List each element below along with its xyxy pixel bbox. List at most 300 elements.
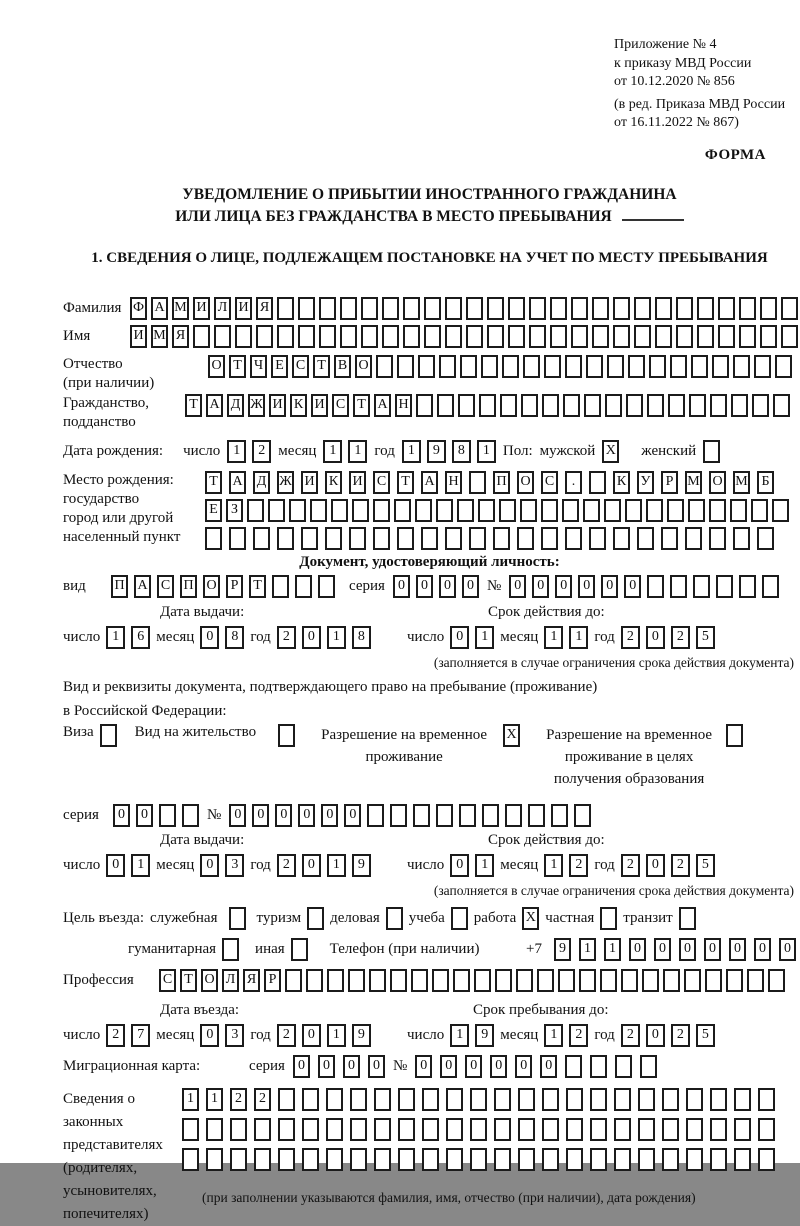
residence-valid-month[interactable]: [544, 854, 588, 877]
char-box[interactable]: [583, 499, 600, 522]
char-box[interactable]: [403, 297, 420, 320]
char-box[interactable]: М: [685, 471, 702, 494]
char-box[interactable]: [302, 1118, 319, 1141]
char-box[interactable]: [326, 1118, 343, 1141]
char-box[interactable]: [256, 325, 273, 348]
char-box[interactable]: [432, 969, 449, 992]
char-box[interactable]: [760, 297, 777, 320]
char-box[interactable]: Я: [172, 325, 189, 348]
char-box[interactable]: 1: [475, 626, 494, 649]
char-box[interactable]: И: [193, 297, 210, 320]
char-box[interactable]: [247, 499, 264, 522]
char-box[interactable]: [541, 527, 558, 550]
char-box[interactable]: 3: [225, 1024, 244, 1047]
char-box[interactable]: С: [541, 471, 558, 494]
char-box[interactable]: Е: [271, 355, 288, 378]
birth-day-input[interactable]: [227, 440, 271, 463]
char-box[interactable]: [710, 1118, 727, 1141]
char-box[interactable]: 6: [131, 626, 150, 649]
char-box[interactable]: [592, 325, 609, 348]
char-box[interactable]: [646, 499, 663, 522]
char-box[interactable]: 0: [113, 804, 130, 827]
char-box[interactable]: 2: [106, 1024, 125, 1047]
char-box[interactable]: [689, 394, 706, 417]
char-box[interactable]: Т: [397, 471, 414, 494]
char-box[interactable]: 9: [427, 440, 446, 463]
char-box[interactable]: [615, 1055, 632, 1078]
checkbox-private[interactable]: [600, 907, 617, 930]
char-box[interactable]: [159, 804, 176, 827]
char-box[interactable]: С: [159, 969, 176, 992]
char-box[interactable]: [663, 969, 680, 992]
char-box[interactable]: [445, 325, 462, 348]
char-box[interactable]: [376, 355, 393, 378]
char-box[interactable]: 9: [352, 1024, 371, 1047]
char-box[interactable]: [626, 394, 643, 417]
char-box[interactable]: [278, 1118, 295, 1141]
char-box[interactable]: [494, 1088, 511, 1111]
checkbox-humanitarian[interactable]: [222, 938, 239, 961]
residence-valid-year[interactable]: [621, 854, 715, 877]
char-box[interactable]: [772, 499, 789, 522]
char-box[interactable]: [775, 355, 792, 378]
char-box[interactable]: [686, 1148, 703, 1171]
char-box[interactable]: [523, 355, 540, 378]
char-box[interactable]: Р: [661, 471, 678, 494]
representatives-line2[interactable]: [182, 1118, 775, 1141]
char-box[interactable]: [445, 297, 462, 320]
char-box[interactable]: Т: [249, 575, 266, 598]
id-issue-year[interactable]: [277, 626, 371, 649]
checkbox-female[interactable]: [703, 440, 720, 463]
id-series-input[interactable]: [393, 575, 479, 598]
char-box[interactable]: [604, 499, 621, 522]
char-box[interactable]: 1: [477, 440, 496, 463]
char-box[interactable]: [327, 969, 344, 992]
char-box[interactable]: [614, 1118, 631, 1141]
char-box[interactable]: [710, 394, 727, 417]
char-box[interactable]: А: [134, 575, 151, 598]
char-box[interactable]: 0: [654, 938, 671, 961]
char-box[interactable]: Ж: [248, 394, 265, 417]
char-box[interactable]: [600, 969, 617, 992]
birth-place-line1[interactable]: [205, 471, 789, 494]
char-box[interactable]: И: [349, 471, 366, 494]
char-box[interactable]: [516, 969, 533, 992]
char-box[interactable]: [182, 1118, 199, 1141]
char-box[interactable]: 1: [348, 440, 367, 463]
char-box[interactable]: 1: [327, 626, 346, 649]
char-box[interactable]: 2: [254, 1088, 271, 1111]
char-box[interactable]: 1: [323, 440, 342, 463]
char-box[interactable]: [614, 1148, 631, 1171]
char-box[interactable]: [773, 394, 790, 417]
char-box[interactable]: [482, 804, 499, 827]
char-box[interactable]: 3: [225, 854, 244, 877]
char-box[interactable]: [466, 297, 483, 320]
char-box[interactable]: [302, 1088, 319, 1111]
char-box[interactable]: [670, 355, 687, 378]
char-box[interactable]: [550, 325, 567, 348]
char-box[interactable]: [479, 394, 496, 417]
char-box[interactable]: [754, 355, 771, 378]
char-box[interactable]: 1: [569, 626, 588, 649]
checkbox-study[interactable]: [451, 907, 468, 930]
phone-input[interactable]: [554, 938, 796, 961]
char-box[interactable]: С: [373, 471, 390, 494]
char-box[interactable]: [668, 394, 685, 417]
char-box[interactable]: [398, 1118, 415, 1141]
char-box[interactable]: [655, 297, 672, 320]
char-box[interactable]: [637, 527, 654, 550]
char-box[interactable]: [751, 499, 768, 522]
char-box[interactable]: [676, 297, 693, 320]
char-box[interactable]: [529, 325, 546, 348]
char-box[interactable]: Л: [214, 297, 231, 320]
char-box[interactable]: Р: [264, 969, 281, 992]
char-box[interactable]: [529, 297, 546, 320]
char-box[interactable]: [340, 297, 357, 320]
char-box[interactable]: С: [157, 575, 174, 598]
char-box[interactable]: [206, 1118, 223, 1141]
char-box[interactable]: 2: [621, 626, 640, 649]
char-box[interactable]: [661, 527, 678, 550]
char-box[interactable]: [272, 575, 289, 598]
char-box[interactable]: [453, 969, 470, 992]
char-box[interactable]: Я: [256, 297, 273, 320]
char-box[interactable]: [390, 969, 407, 992]
char-box[interactable]: К: [325, 471, 342, 494]
char-box[interactable]: Т: [313, 355, 330, 378]
char-box[interactable]: [459, 804, 476, 827]
checkbox-business[interactable]: [386, 907, 403, 930]
birth-place-line2[interactable]: [205, 499, 789, 522]
char-box[interactable]: 0: [629, 938, 646, 961]
char-box[interactable]: [565, 1055, 582, 1078]
char-box[interactable]: [493, 527, 510, 550]
char-box[interactable]: [684, 969, 701, 992]
char-box[interactable]: 0: [302, 626, 321, 649]
char-box[interactable]: [710, 1148, 727, 1171]
char-box[interactable]: 5: [696, 854, 715, 877]
char-box[interactable]: [716, 575, 733, 598]
char-box[interactable]: [590, 1055, 607, 1078]
char-box[interactable]: 2: [277, 1024, 296, 1047]
char-box[interactable]: Т: [180, 969, 197, 992]
char-box[interactable]: [747, 969, 764, 992]
char-box[interactable]: [319, 297, 336, 320]
residence-number-input[interactable]: [229, 804, 591, 827]
char-box[interactable]: [495, 969, 512, 992]
id-kind-input[interactable]: [111, 575, 335, 598]
char-box[interactable]: 1: [579, 938, 596, 961]
char-box[interactable]: Ф: [130, 297, 147, 320]
char-box[interactable]: 0: [293, 1055, 310, 1078]
char-box[interactable]: [726, 969, 743, 992]
checkbox-work[interactable]: X: [522, 907, 539, 930]
checkbox-temp-residence[interactable]: X: [503, 724, 520, 747]
char-box[interactable]: [760, 325, 777, 348]
surname-input[interactable]: [130, 297, 798, 320]
char-box[interactable]: [397, 527, 414, 550]
id-valid-month[interactable]: [544, 626, 588, 649]
char-box[interactable]: [502, 355, 519, 378]
char-box[interactable]: 1: [227, 440, 246, 463]
char-box[interactable]: 0: [318, 1055, 335, 1078]
char-box[interactable]: [634, 325, 651, 348]
char-box[interactable]: [446, 1118, 463, 1141]
id-issue-month[interactable]: [200, 626, 244, 649]
char-box[interactable]: О: [201, 969, 218, 992]
char-box[interactable]: 0: [704, 938, 721, 961]
char-box[interactable]: [494, 1118, 511, 1141]
char-box[interactable]: [325, 527, 342, 550]
char-box[interactable]: [542, 1148, 559, 1171]
char-box[interactable]: [613, 325, 630, 348]
char-box[interactable]: 0: [229, 804, 246, 827]
char-box[interactable]: [340, 325, 357, 348]
char-box[interactable]: 2: [671, 854, 690, 877]
char-box[interactable]: [686, 1118, 703, 1141]
char-box[interactable]: [350, 1088, 367, 1111]
char-box[interactable]: Т: [185, 394, 202, 417]
residence-issue-day[interactable]: [106, 854, 150, 877]
char-box[interactable]: [762, 575, 779, 598]
char-box[interactable]: [499, 499, 516, 522]
char-box[interactable]: [302, 1148, 319, 1171]
checkbox-transit[interactable]: [679, 907, 696, 930]
char-box[interactable]: [470, 1118, 487, 1141]
char-box[interactable]: 5: [696, 1024, 715, 1047]
char-box[interactable]: [565, 355, 582, 378]
char-box[interactable]: В: [334, 355, 351, 378]
char-box[interactable]: [710, 1088, 727, 1111]
char-box[interactable]: [757, 527, 774, 550]
char-box[interactable]: 0: [465, 1055, 482, 1078]
char-box[interactable]: [590, 1118, 607, 1141]
char-box[interactable]: 2: [569, 1024, 588, 1047]
char-box[interactable]: [734, 1148, 751, 1171]
char-box[interactable]: [481, 355, 498, 378]
char-box[interactable]: 0: [601, 575, 618, 598]
char-box[interactable]: [518, 1148, 535, 1171]
char-box[interactable]: [628, 355, 645, 378]
char-box[interactable]: [781, 325, 798, 348]
char-box[interactable]: 0: [106, 854, 125, 877]
char-box[interactable]: [712, 355, 729, 378]
char-box[interactable]: [466, 325, 483, 348]
char-box[interactable]: 2: [671, 626, 690, 649]
char-box[interactable]: [558, 969, 575, 992]
char-box[interactable]: [693, 575, 710, 598]
char-box[interactable]: [541, 499, 558, 522]
patronymic-input[interactable]: [208, 355, 792, 378]
char-box[interactable]: [349, 527, 366, 550]
char-box[interactable]: [230, 1118, 247, 1141]
char-box[interactable]: 0: [578, 575, 595, 598]
id-issue-day[interactable]: [106, 626, 150, 649]
char-box[interactable]: [649, 355, 666, 378]
char-box[interactable]: [613, 297, 630, 320]
char-box[interactable]: [398, 1148, 415, 1171]
char-box[interactable]: 0: [515, 1055, 532, 1078]
char-box[interactable]: [422, 1148, 439, 1171]
char-box[interactable]: [705, 969, 722, 992]
char-box[interactable]: [571, 297, 588, 320]
char-box[interactable]: [544, 355, 561, 378]
char-box[interactable]: И: [235, 297, 252, 320]
char-box[interactable]: 0: [343, 1055, 360, 1078]
char-box[interactable]: М: [151, 325, 168, 348]
char-box[interactable]: 0: [439, 575, 456, 598]
char-box[interactable]: [605, 394, 622, 417]
char-box[interactable]: 2: [621, 1024, 640, 1047]
char-box[interactable]: [403, 325, 420, 348]
checkbox-male[interactable]: X: [602, 440, 619, 463]
char-box[interactable]: 0: [302, 1024, 321, 1047]
char-box[interactable]: М: [172, 297, 189, 320]
char-box[interactable]: [361, 297, 378, 320]
char-box[interactable]: [415, 499, 432, 522]
checkbox-residence-permit[interactable]: [278, 724, 295, 747]
char-box[interactable]: [424, 325, 441, 348]
char-box[interactable]: [470, 1148, 487, 1171]
char-box[interactable]: 0: [679, 938, 696, 961]
char-box[interactable]: 0: [624, 575, 641, 598]
char-box[interactable]: [667, 499, 684, 522]
char-box[interactable]: [469, 471, 486, 494]
char-box[interactable]: [352, 499, 369, 522]
char-box[interactable]: Д: [253, 471, 270, 494]
char-box[interactable]: О: [208, 355, 225, 378]
char-box[interactable]: [521, 394, 538, 417]
char-box[interactable]: 0: [555, 575, 572, 598]
char-box[interactable]: [397, 355, 414, 378]
char-box[interactable]: [542, 1088, 559, 1111]
char-box[interactable]: 0: [450, 626, 469, 649]
char-box[interactable]: [550, 297, 567, 320]
char-box[interactable]: 9: [352, 854, 371, 877]
char-box[interactable]: [537, 969, 554, 992]
char-box[interactable]: Д: [227, 394, 244, 417]
name-input[interactable]: [130, 325, 798, 348]
char-box[interactable]: [647, 575, 664, 598]
residence-series-input[interactable]: [113, 804, 199, 827]
char-box[interactable]: [446, 1148, 463, 1171]
char-box[interactable]: [733, 355, 750, 378]
char-box[interactable]: А: [151, 297, 168, 320]
char-box[interactable]: З: [226, 499, 243, 522]
char-box[interactable]: И: [130, 325, 147, 348]
char-box[interactable]: П: [180, 575, 197, 598]
char-box[interactable]: [638, 1118, 655, 1141]
char-box[interactable]: [298, 297, 315, 320]
char-box[interactable]: К: [613, 471, 630, 494]
char-box[interactable]: 0: [540, 1055, 557, 1078]
char-box[interactable]: [638, 1088, 655, 1111]
char-box[interactable]: 0: [646, 854, 665, 877]
id-valid-year[interactable]: [621, 626, 715, 649]
char-box[interactable]: [614, 1088, 631, 1111]
char-box[interactable]: [739, 325, 756, 348]
entry-month[interactable]: [200, 1024, 244, 1047]
char-box[interactable]: [326, 1148, 343, 1171]
char-box[interactable]: Б: [757, 471, 774, 494]
char-box[interactable]: [734, 1088, 751, 1111]
char-box[interactable]: 2: [277, 854, 296, 877]
char-box[interactable]: [436, 804, 453, 827]
char-box[interactable]: [758, 1148, 775, 1171]
char-box[interactable]: [562, 499, 579, 522]
char-box[interactable]: [411, 969, 428, 992]
char-box[interactable]: И: [269, 394, 286, 417]
char-box[interactable]: [517, 527, 534, 550]
char-box[interactable]: 0: [200, 626, 219, 649]
char-box[interactable]: [373, 527, 390, 550]
profession-input[interactable]: [159, 969, 785, 992]
char-box[interactable]: [563, 394, 580, 417]
char-box[interactable]: [739, 297, 756, 320]
char-box[interactable]: [416, 394, 433, 417]
stay-month[interactable]: [544, 1024, 588, 1047]
representatives-line3[interactable]: [182, 1148, 775, 1171]
char-box[interactable]: 0: [440, 1055, 457, 1078]
migration-series-input[interactable]: [293, 1055, 385, 1078]
char-box[interactable]: [253, 527, 270, 550]
entry-day[interactable]: [106, 1024, 150, 1047]
char-box[interactable]: 5: [696, 626, 715, 649]
char-box[interactable]: [686, 1088, 703, 1111]
char-box[interactable]: [373, 499, 390, 522]
char-box[interactable]: [638, 1148, 655, 1171]
char-box[interactable]: [478, 499, 495, 522]
char-box[interactable]: [718, 297, 735, 320]
char-box[interactable]: 1: [402, 440, 421, 463]
checkbox-tourism[interactable]: [307, 907, 324, 930]
char-box[interactable]: 7: [131, 1024, 150, 1047]
char-box[interactable]: С: [332, 394, 349, 417]
char-box[interactable]: [634, 297, 651, 320]
char-box[interactable]: 2: [230, 1088, 247, 1111]
char-box[interactable]: [655, 325, 672, 348]
char-box[interactable]: [439, 355, 456, 378]
char-box[interactable]: И: [301, 471, 318, 494]
char-box[interactable]: П: [111, 575, 128, 598]
char-box[interactable]: [361, 325, 378, 348]
char-box[interactable]: [422, 1088, 439, 1111]
char-box[interactable]: О: [709, 471, 726, 494]
residence-issue-month[interactable]: [200, 854, 244, 877]
checkbox-visa[interactable]: [100, 724, 117, 747]
char-box[interactable]: М: [733, 471, 750, 494]
char-box[interactable]: [505, 804, 522, 827]
char-box[interactable]: [182, 1148, 199, 1171]
char-box[interactable]: [566, 1148, 583, 1171]
residence-valid-day[interactable]: [450, 854, 494, 877]
char-box[interactable]: 1: [544, 1024, 563, 1047]
char-box[interactable]: [254, 1148, 271, 1171]
char-box[interactable]: [413, 804, 430, 827]
char-box[interactable]: О: [203, 575, 220, 598]
char-box[interactable]: [458, 394, 475, 417]
char-box[interactable]: [436, 499, 453, 522]
char-box[interactable]: [739, 575, 756, 598]
char-box[interactable]: А: [421, 471, 438, 494]
char-box[interactable]: [718, 325, 735, 348]
char-box[interactable]: .: [565, 471, 582, 494]
char-box[interactable]: [348, 969, 365, 992]
char-box[interactable]: [369, 969, 386, 992]
